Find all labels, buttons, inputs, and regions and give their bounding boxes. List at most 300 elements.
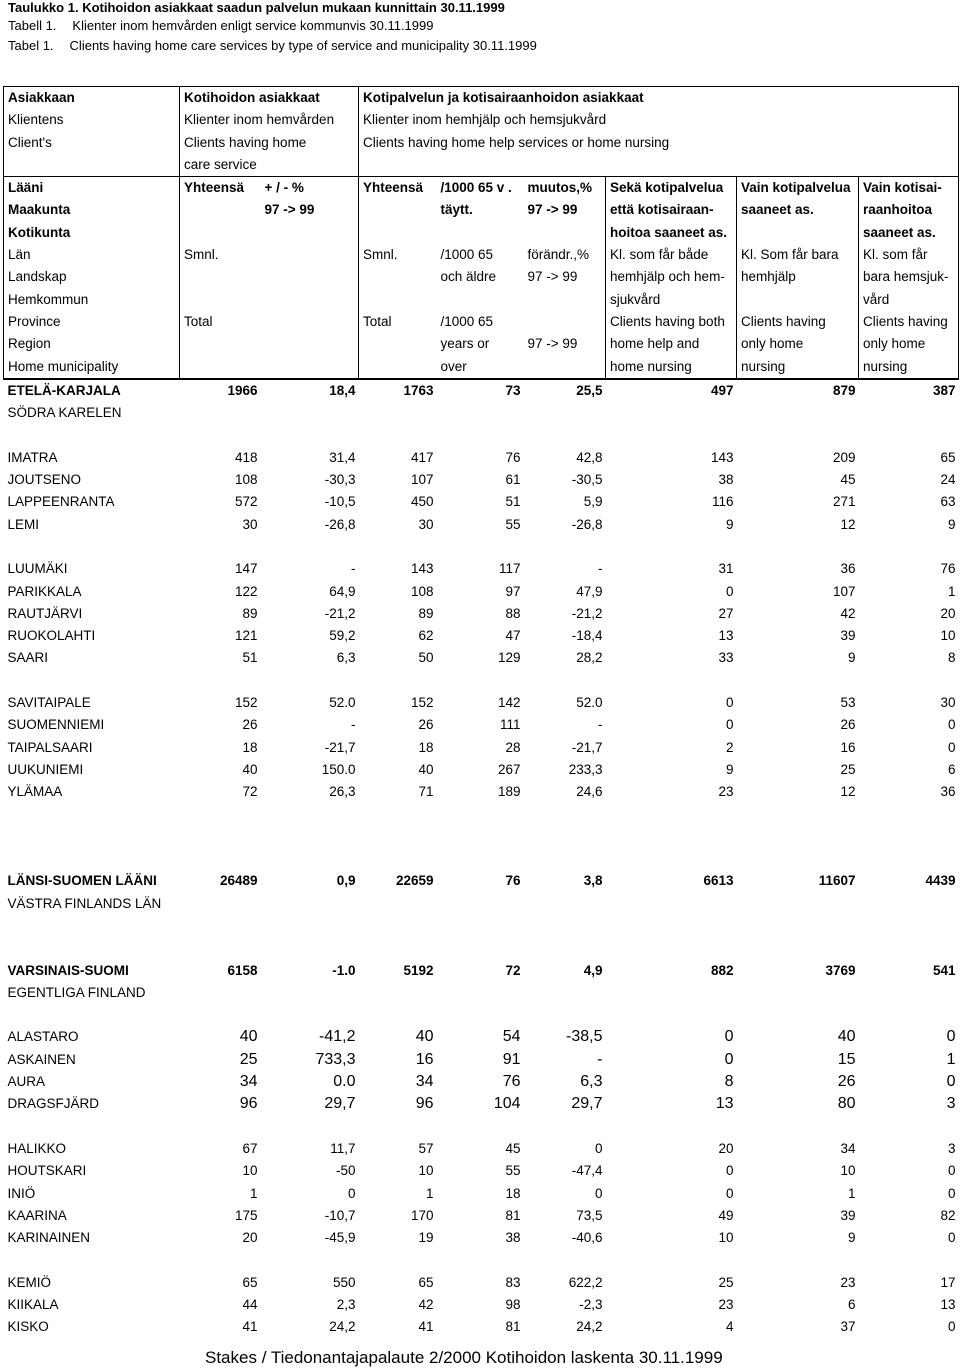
empty-cell xyxy=(261,402,359,424)
empty-cell xyxy=(737,804,859,826)
col-per-1000-header xyxy=(437,289,524,311)
empty-cell xyxy=(359,1004,437,1026)
col-change-header xyxy=(261,333,359,355)
col-both-value: 882 xyxy=(710,962,734,978)
spacer-row xyxy=(4,848,959,870)
col-total-value: 121 xyxy=(234,628,258,644)
col-change-help-value: -47,4 xyxy=(571,1163,603,1179)
empty-cell xyxy=(261,1004,359,1026)
col-total-value: 67 xyxy=(242,1140,258,1156)
municipality-name: ASKAINEN xyxy=(7,1051,76,1067)
col-change-value: -10,7 xyxy=(324,1207,356,1223)
empty-cell xyxy=(737,893,859,915)
col-nursing-only-value: 387 xyxy=(859,379,959,402)
table-row xyxy=(4,558,959,580)
col-total-help-value: 40 xyxy=(418,761,434,777)
table-row xyxy=(4,647,959,669)
col-nursing-only-value: 13 xyxy=(940,1297,956,1313)
col-both-value: 49 xyxy=(718,1207,734,1223)
col-total-help-header xyxy=(359,289,437,311)
empty-cell xyxy=(4,670,180,692)
header-top-row xyxy=(4,87,959,110)
data-table xyxy=(3,86,959,1339)
empty-cell xyxy=(180,670,261,692)
col-per-1000-value: 129 xyxy=(497,650,521,666)
col-total-help-value: 170 xyxy=(410,1207,434,1223)
col-nursing-only-value: 36 xyxy=(940,784,956,800)
col-help-only-value: 12 xyxy=(840,784,856,800)
empty-cell xyxy=(359,848,437,870)
col-nursing-only-header: vård xyxy=(859,289,959,311)
col-help-only-value: 16 xyxy=(840,739,856,755)
col-per-1000-value: 98 xyxy=(505,1297,521,1313)
header-client-label: Client's xyxy=(4,132,180,154)
col-nursing-only-header: Clients having xyxy=(859,311,959,333)
col-total-help-value: 107 xyxy=(410,472,434,488)
header-home-care-label: Clients having home xyxy=(180,132,359,154)
empty-cell xyxy=(524,1249,606,1271)
col-change-header xyxy=(261,244,359,266)
empty-cell xyxy=(4,424,180,446)
empty-cell xyxy=(606,915,737,937)
empty-cell xyxy=(737,915,859,937)
table-row xyxy=(4,737,959,759)
col-total-help-header: Yhteensä xyxy=(359,177,437,200)
col-both-header: Sekä kotipalvelua xyxy=(606,177,737,200)
col-nursing-only-value: 3 xyxy=(946,1095,956,1113)
col-region-header: Län xyxy=(4,244,180,266)
col-total-value: 51 xyxy=(242,650,258,666)
caption-text: Klienter inom hemvården enligt service kommunvis 30.11.1999 xyxy=(72,18,434,33)
col-region-header: Kotikunta xyxy=(4,222,180,244)
col-change-value: - xyxy=(351,717,356,733)
col-change-help-value: 52.0 xyxy=(576,695,603,711)
col-change-value: -50 xyxy=(335,1163,356,1179)
col-help-only-value: 42 xyxy=(840,605,856,621)
col-per-1000-value: 117 xyxy=(498,561,521,577)
col-total-header xyxy=(180,222,261,244)
col-change-help-value: 5,9 xyxy=(583,494,603,510)
col-nursing-only-header: saaneet as. xyxy=(859,222,959,244)
col-total-help-value: 10 xyxy=(418,1163,434,1179)
municipality-name: KARINAINEN xyxy=(7,1230,91,1246)
spacer-row xyxy=(4,670,959,692)
col-change-help-value: -18,4 xyxy=(571,628,603,644)
col-total-value: 26489 xyxy=(219,873,258,889)
col-total-header xyxy=(180,356,261,379)
empty-cell xyxy=(180,893,261,915)
empty-cell xyxy=(359,982,437,1004)
col-region-header: Landskap xyxy=(4,266,180,288)
empty-cell xyxy=(859,424,959,446)
empty-cell xyxy=(606,1116,737,1138)
col-total-header xyxy=(180,333,261,355)
empty-cell xyxy=(606,1249,737,1271)
municipality-name: IMATRA xyxy=(7,449,58,465)
col-help-only-header: saaneet as. xyxy=(737,199,859,221)
col-change-help-value: - xyxy=(597,1050,603,1068)
empty-cell xyxy=(737,402,859,424)
region-subtitle: VÄSTRA FINLANDS LÄN xyxy=(7,895,162,911)
col-nursing-only-value: 24 xyxy=(940,472,956,488)
spacer-row xyxy=(4,424,959,446)
table-row xyxy=(4,1294,959,1316)
col-both-header: sjukvård xyxy=(606,289,737,311)
col-total-help-value: 5192 xyxy=(403,962,434,978)
caption-number: Taulukko 1. xyxy=(8,0,79,15)
empty-cell xyxy=(859,536,959,558)
empty-cell xyxy=(737,982,859,1004)
empty-cell xyxy=(180,982,261,1004)
col-change-help-header xyxy=(524,289,606,311)
table-row xyxy=(4,469,959,491)
col-total-value: 40 xyxy=(239,1028,258,1046)
col-nursing-only-value: 82 xyxy=(940,1207,956,1223)
table-row xyxy=(4,781,959,803)
municipality-name: YLÄMAA xyxy=(7,784,63,800)
col-change-value: -10,5 xyxy=(324,494,356,510)
col-both-header: hoitoa saaneet as. xyxy=(606,222,737,244)
empty-cell xyxy=(737,1116,859,1138)
col-both-value: 9 xyxy=(725,516,734,532)
col-nursing-only-value: 6 xyxy=(947,761,956,777)
empty-cell xyxy=(4,937,180,959)
col-help-only-value: 12 xyxy=(840,516,856,532)
col-total-help-value: 26 xyxy=(418,717,434,733)
caption-line-3 xyxy=(8,38,537,53)
col-change-help-value: 0 xyxy=(594,1185,603,1201)
municipality-name: INIÖ xyxy=(7,1185,36,1201)
header-client-label: Klientens xyxy=(4,109,180,131)
region-subtitle-row xyxy=(4,402,959,424)
empty-cell xyxy=(180,915,261,937)
empty-cell xyxy=(359,424,437,446)
col-total-value: 44 xyxy=(242,1297,258,1313)
empty-cell xyxy=(859,1116,959,1138)
header-column-row xyxy=(4,333,959,355)
col-change-help-value: -40,6 xyxy=(571,1230,603,1246)
municipality-name: HOUTSKARI xyxy=(7,1163,87,1179)
empty-cell xyxy=(261,915,359,937)
col-change-value: 31,4 xyxy=(329,449,356,465)
empty-cell xyxy=(437,804,524,826)
col-per-1000-value: 104 xyxy=(493,1095,521,1113)
col-help-only-value: 26 xyxy=(840,717,856,733)
col-help-only-value: 37 xyxy=(840,1319,856,1335)
col-nursing-only-value: 1 xyxy=(947,583,956,599)
header-column-row xyxy=(4,266,959,288)
col-change-help-header xyxy=(524,356,606,379)
col-both-value: 0 xyxy=(725,1163,734,1179)
spacer-row xyxy=(4,536,959,558)
spacer-row xyxy=(4,1004,959,1026)
col-both-value: 13 xyxy=(718,628,734,644)
col-change-help-value: - xyxy=(598,561,603,577)
col-nursing-only-header: only home xyxy=(859,333,959,355)
table-row xyxy=(4,692,959,714)
col-both-header: home nursing xyxy=(606,356,737,379)
col-total-value: 20 xyxy=(242,1230,258,1246)
table-row xyxy=(4,1138,959,1160)
col-total-value: 152 xyxy=(234,695,258,711)
col-per-1000-value: 55 xyxy=(505,1163,521,1179)
col-total-header xyxy=(180,289,261,311)
col-total-value: 418 xyxy=(234,449,258,465)
col-both-value: 33 xyxy=(718,650,734,666)
header-home-help-label: Clients having home help services or home nursing xyxy=(359,132,959,154)
col-help-only-value: 15 xyxy=(837,1050,856,1068)
empty-cell xyxy=(859,893,959,915)
table-row xyxy=(4,625,959,647)
col-nursing-only-value: 17 xyxy=(940,1274,956,1290)
col-total-value: 122 xyxy=(234,583,258,599)
empty-cell xyxy=(737,937,859,959)
municipality-name: VARSINAIS-SUOMI xyxy=(7,962,129,978)
col-help-only-value: 1 xyxy=(847,1185,856,1201)
col-total-help-value: 34 xyxy=(415,1073,434,1091)
empty-cell xyxy=(4,536,180,558)
header-home-help-label xyxy=(359,154,959,177)
col-change-header xyxy=(261,266,359,288)
municipality-name: DRAGSFJÄRD xyxy=(7,1096,100,1112)
col-change-help-value: 0 xyxy=(594,1140,603,1156)
col-nursing-only-header: Kl. som får xyxy=(859,244,959,266)
col-change-help-value: - xyxy=(598,717,603,733)
col-change-help-value: 25,5 xyxy=(524,379,606,402)
col-change-help-header: förändr.,% xyxy=(524,244,606,266)
empty-cell xyxy=(359,536,437,558)
col-help-only-value: 39 xyxy=(840,1207,856,1223)
municipality-name: LÄNSI-SUOMEN LÄÄNI xyxy=(7,873,157,889)
col-per-1000-value: 81 xyxy=(505,1207,521,1223)
col-change-help-header: muutos,% xyxy=(524,177,606,200)
empty-cell xyxy=(606,1004,737,1026)
empty-cell xyxy=(359,402,437,424)
col-change-value: 11,7 xyxy=(330,1140,356,1156)
col-help-only-value: 80 xyxy=(837,1095,856,1113)
col-change-help-value: 3,8 xyxy=(583,873,603,889)
col-total-value: 40 xyxy=(242,761,258,777)
col-per-1000-value: 142 xyxy=(497,695,521,711)
header-client-label xyxy=(4,154,180,177)
empty-cell xyxy=(859,937,959,959)
empty-cell xyxy=(606,402,737,424)
empty-cell xyxy=(4,1116,180,1138)
col-change-value: 18,4 xyxy=(261,379,359,402)
header-home-help-label: Klienter inom hemhjälp och hemsjukvård xyxy=(359,109,959,131)
col-help-only-header: only home xyxy=(737,333,859,355)
col-change-value: -26,8 xyxy=(324,516,356,532)
col-total-help-value: 71 xyxy=(418,784,434,800)
table-row xyxy=(4,603,959,625)
empty-cell xyxy=(180,1004,261,1026)
empty-cell xyxy=(437,826,524,848)
col-help-only-value: 10 xyxy=(840,1163,856,1179)
col-nursing-only-value: 9 xyxy=(947,516,956,532)
table-row xyxy=(4,491,959,513)
col-per-1000-value: 18 xyxy=(505,1185,521,1201)
empty-cell xyxy=(180,848,261,870)
col-both-value: 0 xyxy=(724,1050,734,1068)
empty-cell xyxy=(859,402,959,424)
col-change-header xyxy=(261,289,359,311)
empty-cell xyxy=(437,536,524,558)
col-nursing-only-value: 1 xyxy=(946,1050,956,1068)
empty-cell xyxy=(180,536,261,558)
municipality-name: JOUTSENO xyxy=(7,472,82,488)
col-change-value: -1.0 xyxy=(332,962,356,978)
col-nursing-only-header: Vain kotisai- xyxy=(859,177,959,200)
col-help-only-header: nursing xyxy=(737,356,859,379)
municipality-name: UUKUNIEMI xyxy=(7,761,84,777)
col-change-help-value: 233,3 xyxy=(568,761,603,777)
col-change-help-value: 6,3 xyxy=(580,1073,603,1091)
empty-cell xyxy=(261,937,359,959)
col-both-value: 38 xyxy=(718,472,734,488)
col-total-help-header xyxy=(359,266,437,288)
caption-line-1 xyxy=(8,0,505,15)
col-total-help-header xyxy=(359,199,437,221)
empty-cell xyxy=(4,1004,180,1026)
col-total-header xyxy=(180,199,261,221)
col-help-only-value: 879 xyxy=(737,379,859,402)
empty-cell xyxy=(261,1116,359,1138)
col-total-value: 1966 xyxy=(180,379,261,402)
col-nursing-only-value: 0 xyxy=(947,1319,956,1335)
table-row xyxy=(4,759,959,781)
col-total-value: 6158 xyxy=(227,962,258,978)
empty-cell xyxy=(606,848,737,870)
table-row xyxy=(4,379,959,402)
empty-cell xyxy=(606,804,737,826)
col-total-value: 89 xyxy=(242,605,258,621)
col-change-value: -30,3 xyxy=(324,472,356,488)
empty-cell xyxy=(859,915,959,937)
col-change-value: 6,3 xyxy=(336,650,356,666)
empty-cell xyxy=(524,848,606,870)
col-change-help-value: 73,5 xyxy=(576,1207,603,1223)
empty-cell xyxy=(180,1249,261,1271)
empty-cell xyxy=(606,536,737,558)
col-both-header: home help and xyxy=(606,333,737,355)
col-region-header: Lääni xyxy=(4,177,180,200)
col-both-value: 25 xyxy=(718,1274,734,1290)
header-column-row xyxy=(4,199,959,221)
empty-cell xyxy=(437,937,524,959)
col-change-value: 52.0 xyxy=(329,695,356,711)
col-total-help-value: 1 xyxy=(425,1185,434,1201)
col-per-1000-header: täytt. xyxy=(440,202,473,218)
empty-cell xyxy=(261,1249,359,1271)
col-region-header: Maakunta xyxy=(4,199,180,221)
col-total-value: 26 xyxy=(242,717,258,733)
col-change-value: 26,3 xyxy=(329,784,356,800)
col-region-header: Region xyxy=(4,333,180,355)
col-total-help-value: 41 xyxy=(418,1319,434,1335)
col-change-value: -45,9 xyxy=(324,1230,356,1246)
col-nursing-only-value: 541 xyxy=(932,962,956,978)
col-change-value: -21,2 xyxy=(324,605,356,621)
col-change-help-header: 97 -> 99 xyxy=(524,199,606,221)
col-per-1000-header: years or xyxy=(440,336,490,352)
region-subtitle-row xyxy=(4,893,959,915)
col-help-only-value: 26 xyxy=(837,1073,856,1091)
col-total-help-value: 42 xyxy=(418,1297,434,1313)
table-row xyxy=(4,1205,959,1227)
empty-cell xyxy=(737,1249,859,1271)
table-row xyxy=(4,1316,959,1338)
col-both-header: hemhjälp och hem- xyxy=(606,266,737,288)
municipality-name: KAARINA xyxy=(7,1207,67,1223)
col-total-help-value: 1763 xyxy=(359,379,437,402)
col-total-help-value: 450 xyxy=(410,494,434,510)
municipality-name: ETELÄ-KARJALA xyxy=(4,379,180,402)
col-per-1000-value: 61 xyxy=(505,472,521,488)
municipality-name: HALIKKO xyxy=(7,1140,67,1156)
municipality-name: RUOKOLAHTI xyxy=(7,628,96,644)
empty-cell xyxy=(437,893,524,915)
col-help-only-header: hemhjälp xyxy=(737,266,859,288)
col-nursing-only-value: 65 xyxy=(940,449,956,465)
col-per-1000-value: 55 xyxy=(505,516,521,532)
col-per-1000-value: 51 xyxy=(505,494,521,510)
col-help-only-value: 45 xyxy=(840,472,856,488)
col-total-value: 10 xyxy=(242,1163,258,1179)
header-top-row xyxy=(4,132,959,154)
col-total-help-header xyxy=(359,356,437,379)
col-total-help-header xyxy=(359,333,437,355)
empty-cell xyxy=(261,848,359,870)
col-per-1000-value: 76 xyxy=(505,873,521,889)
empty-cell xyxy=(737,1004,859,1026)
col-change-help-value: 24,2 xyxy=(576,1319,603,1335)
col-total-value: 25 xyxy=(239,1050,258,1068)
col-both-value: 143 xyxy=(710,449,734,465)
col-both-value: 2 xyxy=(725,739,734,755)
col-total-header: Total xyxy=(180,311,261,333)
col-both-value: 10 xyxy=(718,1230,734,1246)
empty-cell xyxy=(359,1116,437,1138)
col-total-help-value: 152 xyxy=(410,695,434,711)
col-both-header: että kotisairaan- xyxy=(606,199,737,221)
empty-cell xyxy=(859,826,959,848)
col-nursing-only-value: 30 xyxy=(940,695,956,711)
col-help-only-value: 209 xyxy=(832,449,856,465)
col-both-value: 0 xyxy=(725,1185,734,1201)
municipality-name: KIIKALA xyxy=(7,1297,59,1313)
municipality-name: KEMIÖ xyxy=(7,1274,52,1290)
empty-cell xyxy=(261,804,359,826)
header-column-row xyxy=(4,177,959,200)
col-change-help-value: -21,2 xyxy=(571,605,603,621)
empty-cell xyxy=(261,424,359,446)
table-row xyxy=(4,1272,959,1294)
col-change-header: 97 -> 99 xyxy=(261,199,359,221)
empty-cell xyxy=(737,848,859,870)
empty-cell xyxy=(4,848,180,870)
municipality-name: LEMI xyxy=(7,516,40,532)
col-change-value: -41,2 xyxy=(319,1028,356,1046)
col-total-value: 1 xyxy=(249,1185,258,1201)
col-total-help-value: 18 xyxy=(418,739,434,755)
col-change-value: 0.0 xyxy=(333,1073,356,1091)
col-change-header: + / - % xyxy=(261,177,359,200)
col-region-header: Province xyxy=(4,311,180,333)
col-total-help-header: Total xyxy=(359,311,437,333)
municipality-name: TAIPALSAARI xyxy=(7,739,93,755)
footer-text: Stakes / Tiedonantajapalaute 2/2000 Kotihoidon laskenta 30.11.1999 xyxy=(205,1348,723,1367)
col-total-help-value: 62 xyxy=(418,628,434,644)
